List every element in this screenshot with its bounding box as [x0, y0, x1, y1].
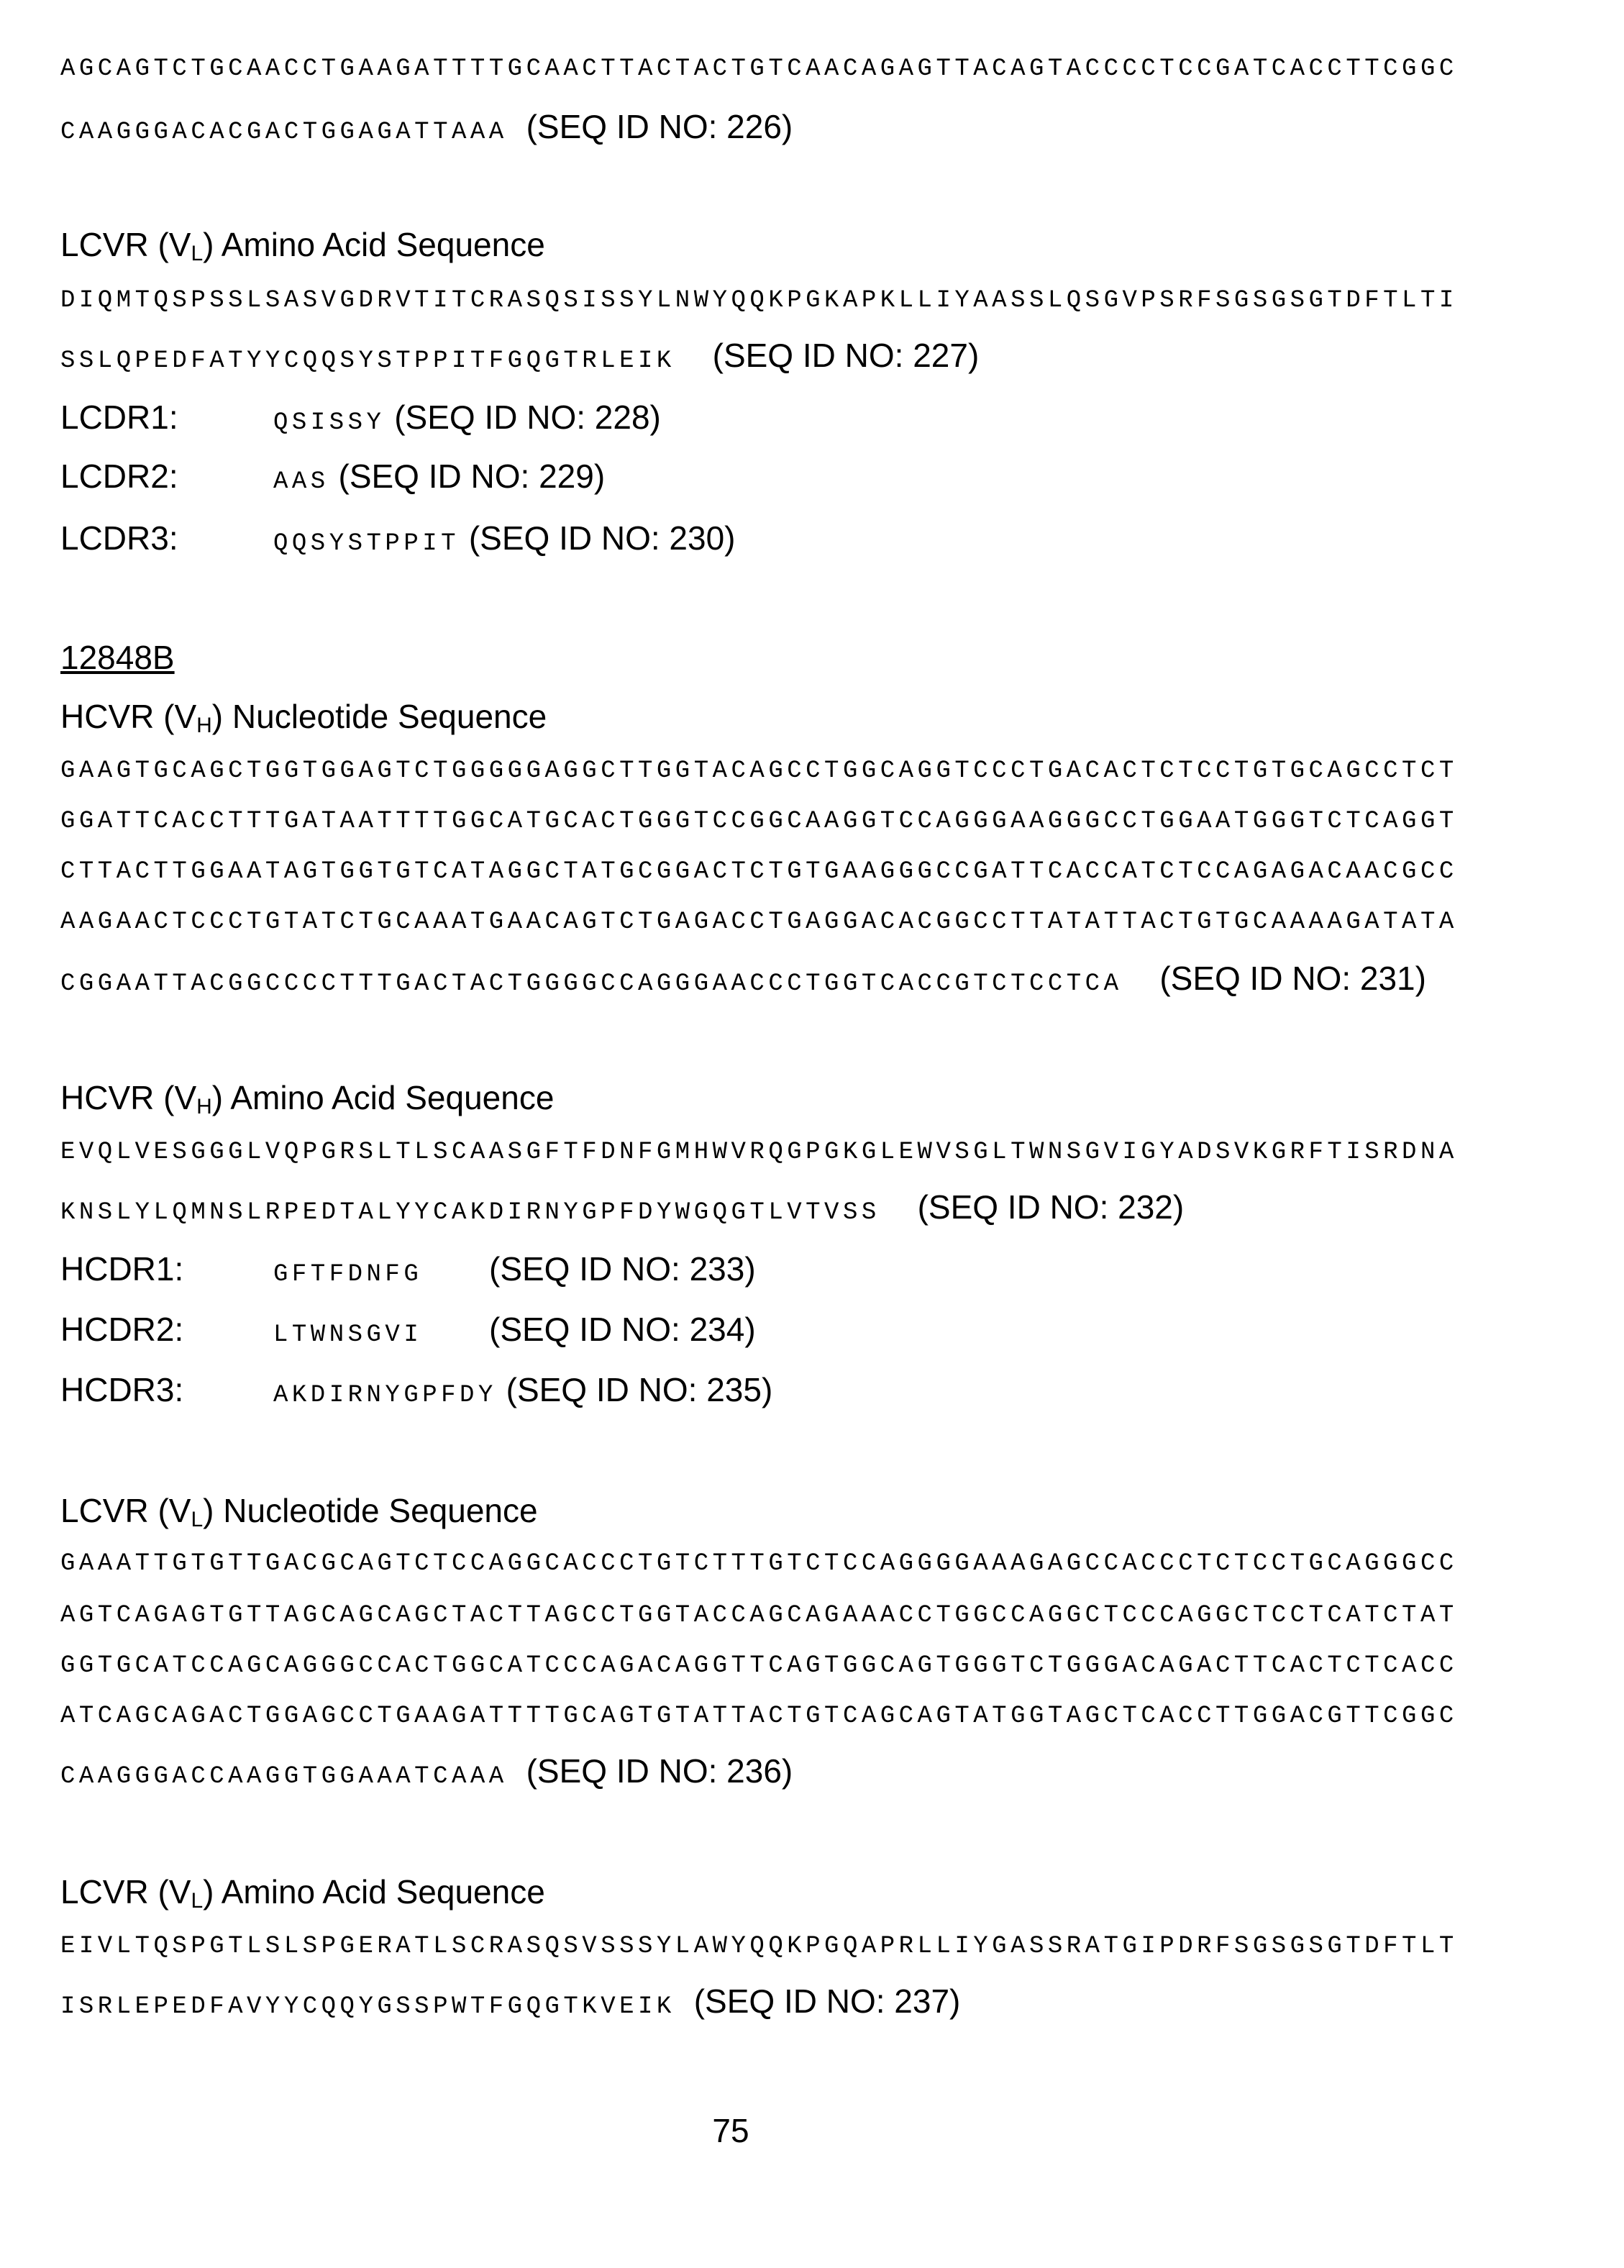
sequence-line: AAGAACTCCCTGTATCTGCAAATGAACAGTCTGAGACCTGAGGACACGGCCTTATATTACTGTGCAAAAGATATA	[60, 904, 1458, 940]
cdr-sequence: QSISSY	[273, 409, 385, 437]
cdr-row: LCDR3: QQSYSTPPIT (SEQ ID NO: 230)	[60, 520, 735, 556]
cdr-row: LCDR1: QSISSY (SEQ ID NO: 228)	[60, 399, 661, 435]
section-heading: LCVR (VL) Amino Acid Sequence	[60, 1874, 545, 1910]
seq-id-label: (SEQ ID NO: 236)	[526, 1752, 793, 1790]
seq-id-label: (SEQ ID NO: 235)	[506, 1371, 773, 1408]
sequence-line: KNSLYLQMNSLRPEDTALYYCAKDIRNYGPFDYWGQGTLVTVSS (SEQ ID NO: 232)	[60, 1189, 1184, 1225]
cdr-sequence: AAS	[273, 468, 329, 496]
sequence-line: EIVLTQSPGTLSLSPGERATLSCRASQSVSSSYLAWYQQKPGQAPRLLIYGASSRATGIPDRFSGSGSGTDFTLT	[60, 1928, 1458, 1964]
sequence-line: AGCAGTCTGCAACCTGAAGATTTTGCAACTTACTACTGTCAACAGAGTTACAGTACCCCTCCGATCACCTTCGGC	[60, 51, 1458, 87]
sequence-line: GAAGTGCAGCTGGTGGAGTCTGGGGGAGGCTTGGTACAGCCTGGCAGGTCCCTGACACTCTCCTGTGCAGCCTCT	[60, 753, 1458, 789]
section-heading: LCVR (VL) Amino Acid Sequence	[60, 227, 545, 263]
page-number: 75	[0, 2111, 1461, 2150]
sequence-text: CAAGGGACACGACTGGAGATTAAA	[60, 119, 508, 146]
sequence-line: CAAGGGACCAAGGTGGAAATCAAA (SEQ ID NO: 236)	[60, 1753, 793, 1789]
seq-id-label: (SEQ ID NO: 232)	[918, 1188, 1185, 1226]
seq-id-label: (SEQ ID NO: 227)	[713, 337, 980, 374]
cdr-row: HCDR2: LTWNSGVI (SEQ ID NO: 234)	[60, 1311, 756, 1347]
sequence-line	[60, 109, 793, 145]
seq-id-label: (SEQ ID NO: 234)	[489, 1311, 756, 1348]
seq-id-label: (SEQ ID NO: 229)	[339, 457, 606, 495]
sequence-line: GGTGCATCCAGCAGGGCCACTGGCATCCCAGACAGGTTCAGTGGCAGTGGGTCTGGGACAGACTTCACTCTCACC	[60, 1648, 1458, 1684]
sequence-line: CGGAATTACGGCCCCTTTGACTACTGGGGCCAGGGAACCCTGGTCACCGTCTCCTCA (SEQ ID NO: 231)	[60, 960, 1426, 996]
sequence-line: GGATTCACCTTTGATAATTTTGGCATGCACTGGGTCCGGCAAGGTCCAGGGAAGGGCCTGGAATGGGTCTCAGGT	[60, 803, 1458, 839]
antibody-id-heading: 12848B	[60, 639, 175, 675]
seq-id-label: (SEQ ID NO: 233)	[489, 1250, 756, 1288]
cdr-sequence: AKDIRNYGPFDY	[273, 1382, 497, 1409]
sequence-line: DIQMTQSPSSLSASVGDRVTITCRASQSISSYLNWYQQKPGKAPKLLIYAASSLQSGVPSRFSGSGSGTDFTLTI	[60, 283, 1458, 319]
sequence-line: SSLQPEDFATYYCQQSYSTPPITFGQGTRLEIK (SEQ ID NO: 227)	[60, 337, 979, 373]
cdr-sequence: QQSYSTPPIT	[273, 530, 460, 557]
seq-id-label: (SEQ ID NO: 228)	[394, 399, 661, 436]
seq-id-label: (SEQ ID NO: 230)	[469, 519, 736, 557]
seq-id-label: (SEQ ID NO: 226)	[526, 108, 793, 145]
cdr-row: HCDR1: GFTFDNFG (SEQ ID NO: 233)	[60, 1251, 756, 1287]
seq-id-label: (SEQ ID NO: 231)	[1159, 960, 1426, 997]
sequence-line: ISRLEPEDFAVYYCQQYGSSPWTFGQGTKVEIK (SEQ ID NO: 237)	[60, 1983, 960, 2019]
section-heading: LCVR (VL) Nucleotide Sequence	[60, 1493, 538, 1529]
cdr-row: LCDR2: AAS (SEQ ID NO: 229)	[60, 458, 605, 494]
sequence-line: AGTCAGAGTGTTAGCAGCAGCTACTTAGCCTGGTACCAGCAGAAACCTGGCCAGGCTCCCAGGCTCCTCATCTAT	[60, 1598, 1458, 1634]
seq-id-label: (SEQ ID NO: 237)	[694, 1982, 961, 2020]
sequence-line: ATCAGCAGACTGGAGCCTGAAGATTTTGCAGTGTATTACTGTCAGCAGTATGGTAGCTCACCTTGGACGTTCGGC	[60, 1698, 1458, 1734]
sequence-line: GAAATTGTGTTGACGCAGTCTCCAGGCACCCTGTCTTTGTCTCCAGGGGAAAGAGCCACCCTCTCCTGCAGGGCC	[60, 1546, 1458, 1582]
sequence-line: EVQLVESGGGLVQPGRSLTLSCAASGFTFDNFGMHWVRQGPGKGLEWVSGLTWNSGVIGYADSVKGRFTISRDNA	[60, 1134, 1458, 1170]
section-heading: HCVR (VH) Amino Acid Sequence	[60, 1080, 554, 1116]
sequence-line: CTTACTTGGAATAGTGGTGTCATAGGCTATGCGGACTCTGTGAAGGGCCGATTCACCATCTCCAGAGACAACGCC	[60, 854, 1458, 890]
cdr-sequence: LTWNSGVI	[273, 1317, 489, 1353]
cdr-row: HCDR3: AKDIRNYGPFDY (SEQ ID NO: 235)	[60, 1372, 772, 1408]
cdr-sequence: GFTFDNFG	[273, 1257, 489, 1293]
section-heading: HCVR (VH) Nucleotide Sequence	[60, 698, 547, 734]
